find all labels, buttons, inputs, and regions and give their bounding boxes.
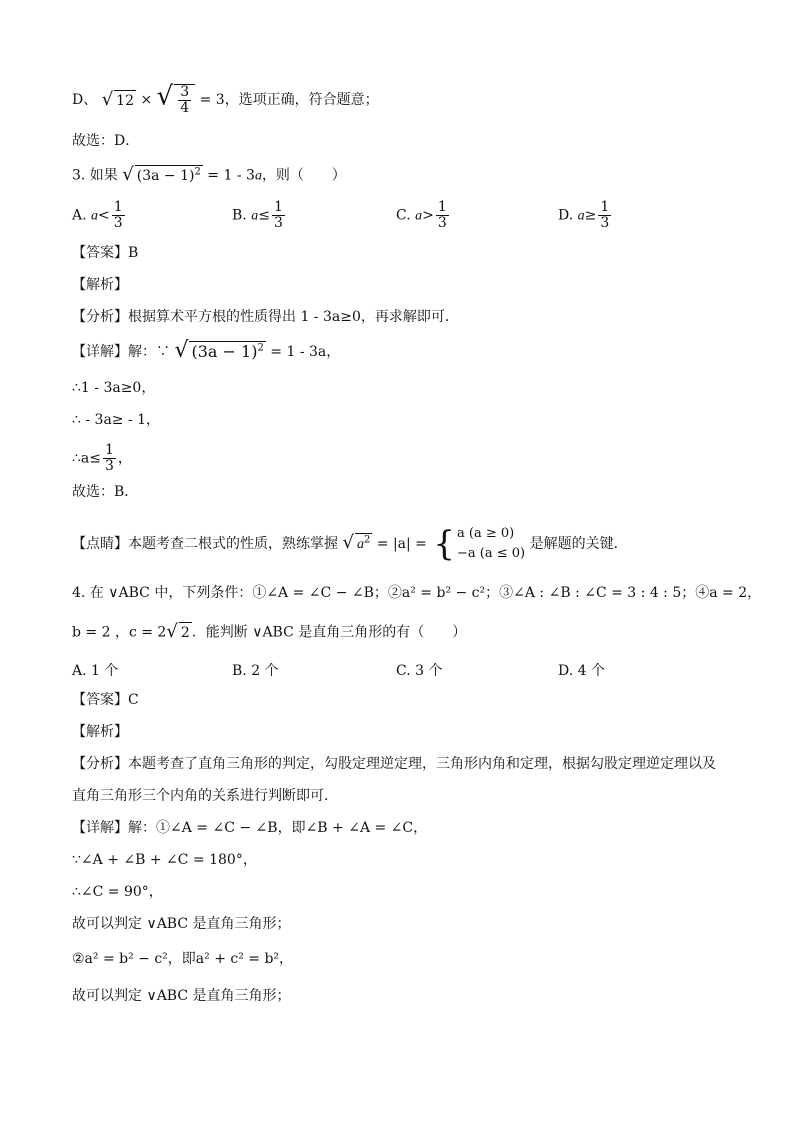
q4-step-5: 故可以判定 ∨ABC 是直角三角形； bbox=[72, 988, 291, 1004]
sqrt-12: √ 12 bbox=[101, 88, 134, 110]
fenxi-tag: 【分析】 bbox=[72, 756, 128, 772]
q3-step-1: ∴1 - 3a≥0， bbox=[72, 380, 156, 396]
q3-jiexi-tag: 【解析】 bbox=[72, 277, 128, 293]
choose-d: 故选：D． bbox=[72, 133, 140, 149]
xiangjie-text: 解：∵ bbox=[128, 344, 170, 360]
q3-step-3 bbox=[72, 443, 132, 474]
q4-option-c: C. 3 个 bbox=[396, 663, 443, 679]
q4-radicand: 2 bbox=[179, 622, 192, 643]
q3-exponent: 2 bbox=[194, 166, 201, 178]
frac-n: 1 bbox=[437, 199, 447, 215]
frac-n: 1 bbox=[273, 199, 283, 215]
times-sign: × bbox=[140, 92, 153, 108]
q4-step-4: ②a² = b² − c²，即a² + c² = b²， bbox=[72, 951, 294, 967]
case-1: a (a ≥ 0) bbox=[457, 526, 515, 541]
q3-sqrt: √ $(3a - 1)^2$ bbox=[122, 164, 201, 185]
q4-option-d: D. 4 个 bbox=[558, 663, 605, 679]
step3-pre: ∴a≤ bbox=[72, 450, 101, 467]
q3-fenxi bbox=[72, 307, 459, 327]
q4-step-2: ∴∠C = 90°， bbox=[72, 884, 163, 900]
xiangjie-text: 解：①∠A = ∠C − ∠B，即∠B + ∠A = ∠C， bbox=[128, 820, 428, 836]
q3-option-d bbox=[558, 200, 613, 231]
q3-tail: ，则（ ） bbox=[261, 167, 346, 184]
q4-jiexi-tag: 【解析】 bbox=[72, 724, 128, 740]
frac-d: 3 bbox=[600, 215, 610, 231]
question-3 bbox=[72, 165, 346, 187]
dianjing-post: 是解题的关键． bbox=[529, 536, 628, 552]
q4-line2-post: ．能判断 ∨ABC 是直角三角形的有（ ） bbox=[191, 624, 467, 641]
opt-d-rel: ≥ bbox=[584, 207, 597, 224]
q3-xiangjie bbox=[72, 338, 341, 363]
dianjing-tag: 【点睛】 bbox=[72, 536, 128, 552]
sqrt-3-4: √ $\frac{3}{4}$ bbox=[157, 84, 196, 116]
xj3-exponent: 2 bbox=[257, 342, 264, 354]
frac-d: 3 bbox=[113, 215, 123, 231]
dianjing-abs: = |a| = bbox=[376, 536, 427, 552]
answer-tag: 【答案】 bbox=[72, 692, 128, 708]
q4-sqrt: √ 2 bbox=[166, 621, 190, 642]
fenxi-text: 根据算术平方根的性质得出 1 - 3a≥0，再求解即可． bbox=[128, 309, 459, 325]
frac-numerator: 3 bbox=[180, 84, 190, 100]
option-d-text: ，选项正确，符合题意； bbox=[224, 92, 379, 108]
frac-d: 3 bbox=[104, 458, 114, 474]
dianjing-radicand: a bbox=[356, 537, 364, 552]
step3-post: ， bbox=[117, 450, 132, 467]
q4-line2-pre: b = 2 ，c = 2 bbox=[72, 624, 167, 641]
frac-d: 3 bbox=[273, 215, 283, 231]
xj3-rhs: = 1 - 3a， bbox=[270, 344, 341, 360]
opt-d-label: D. bbox=[558, 207, 574, 224]
xiangjie-tag: 【详解】 bbox=[72, 820, 128, 836]
q4-option-b: B. 2 个 bbox=[232, 663, 279, 679]
radicand-12: 12 bbox=[114, 90, 136, 111]
dianjing-exponent: 2 bbox=[363, 534, 371, 546]
q4-step-3: 故可以判定 ∨ABC 是直角三角形； bbox=[72, 916, 291, 932]
left-brace-icon: { bbox=[433, 524, 456, 564]
cases bbox=[457, 524, 525, 564]
opt-b-label: B. bbox=[232, 207, 247, 224]
answer-tag: 【答案】 bbox=[72, 245, 128, 261]
frac-n: 1 bbox=[600, 199, 610, 215]
opt-a-var: a bbox=[91, 208, 99, 224]
opt-a-rel: < bbox=[98, 207, 110, 224]
opt-a-label: A. bbox=[72, 207, 87, 224]
q4-xiangjie bbox=[72, 818, 427, 838]
q3-number: 3. 如果 bbox=[72, 167, 118, 184]
q3-dianjing bbox=[72, 524, 628, 564]
q4-step-1: ∵∠A + ∠B + ∠C = 180°， bbox=[72, 852, 257, 868]
opt-b-var: a bbox=[251, 208, 259, 224]
q3-option-c bbox=[396, 200, 451, 231]
q3-option-a bbox=[72, 200, 127, 231]
dianjing-pre: 本题考查二根式的性质，熟练掌握 bbox=[128, 536, 338, 552]
dianjing-sqrt: √ $a^2$ bbox=[342, 532, 371, 553]
equals-3: = 3 bbox=[199, 92, 225, 108]
answer-value: B bbox=[128, 245, 139, 261]
q4-option-a: A. 1 个 bbox=[72, 663, 119, 679]
question-4-line-1: 4. 在 ∨ABC 中，下列条件：①∠A = ∠C − ∠B；②a² = b² − c²；③∠A : ∠B : ∠C = 3 : 4 : 5；④a = 2， bbox=[72, 585, 762, 601]
frac-n: 1 bbox=[104, 442, 114, 458]
q3-radicand: (3a − 1) bbox=[136, 168, 195, 184]
q3-rhs: = 1 - 3 bbox=[207, 167, 255, 184]
q3-option-b bbox=[232, 200, 287, 231]
opt-c-label: C. bbox=[396, 207, 411, 224]
opt-d-var: a bbox=[577, 208, 585, 224]
option-d-conclusion bbox=[72, 81, 379, 116]
frac-denominator: 4 bbox=[180, 100, 190, 116]
opt-b-rel: ≤ bbox=[258, 207, 270, 224]
xj3-sqrt: √ $(3a - 1)^2$ bbox=[174, 338, 264, 363]
fenxi-text-1: 本题考查了直角三角形的判定，勾股定理逆定理，三角形内角和定理，根据勾股定理逆定理以及 bbox=[128, 756, 716, 772]
opt-c-var: a bbox=[415, 208, 423, 224]
xiangjie-tag: 【详解】 bbox=[72, 344, 128, 360]
option-d-prefix: D、 bbox=[72, 92, 98, 108]
answer-value: C bbox=[128, 692, 139, 708]
q4-answer bbox=[72, 690, 139, 710]
choose-b: 故选：B． bbox=[72, 484, 139, 500]
question-4-line-2 bbox=[72, 622, 466, 643]
frac-n: 1 bbox=[113, 199, 123, 215]
xj3-radicand: (3a − 1) bbox=[191, 342, 258, 361]
opt-c-rel: > bbox=[422, 207, 434, 224]
case-2: −a (a ≤ 0) bbox=[457, 546, 526, 561]
fenxi-tag: 【分析】 bbox=[72, 309, 128, 325]
q4-fenxi-line-1 bbox=[72, 754, 716, 774]
frac-d: 3 bbox=[437, 215, 447, 231]
q3-answer bbox=[72, 243, 138, 263]
q3-step-2: ∴ - 3a≥ - 1， bbox=[72, 412, 161, 428]
q4-fenxi-line-2: 直角三角形三个内角的关系进行判断即可． bbox=[72, 788, 338, 804]
q3-variable: a bbox=[254, 168, 262, 184]
